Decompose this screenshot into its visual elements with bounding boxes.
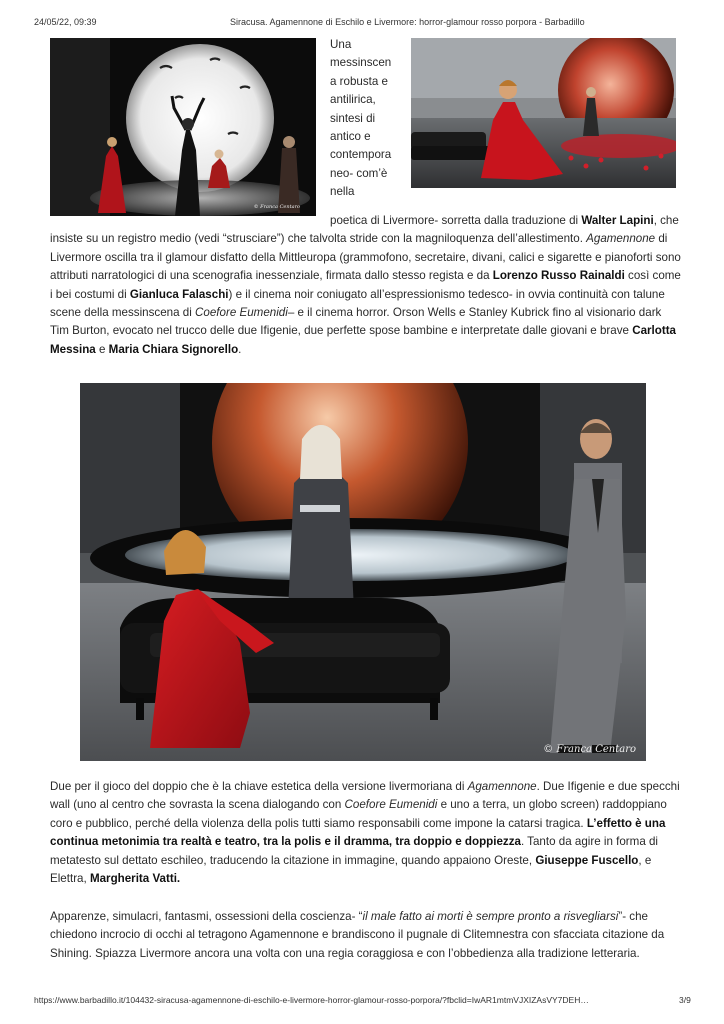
intro-line: a robusta e xyxy=(330,74,389,88)
p2-text: Due per il gioco del doppio che è la chiave estetica della versione livermoriana di xyxy=(50,780,468,793)
intro-line: contempora xyxy=(330,148,392,162)
intro-fragment xyxy=(330,36,396,202)
paragraph-1 xyxy=(50,212,682,359)
p2-name-fuscello: Giuseppe Fuscello xyxy=(535,853,639,867)
print-url: https://www.barbadillo.it/104432-siracusa-agamennone-di-eschilo-e-livermore-horror-glamour-rosso-porpora/?fbclid=IwAR1mtmVJXIZAsVY7DEH… xyxy=(34,995,589,1005)
p2-title-agamennone: Agamennone xyxy=(467,780,537,793)
p2-name-vatti: Margherita Vatti. xyxy=(89,872,181,886)
stage-photo-red-dress xyxy=(411,38,676,188)
p1-name-lapini: Walter Lapini xyxy=(581,214,654,227)
p2-text: . Due Ifigenie e due specchi wall (uno al centro che sovrasta la scena dialogando con xyxy=(50,780,680,812)
p3-text: ”- che chiedono incrocio di occhi al tetragono Agamennone e brandiscono il pugnale di Clitemnestra con sfacciata citazione da Shining. Spiazza Livermore ancora una volta con una regia coraggiosa e con l’obbedienza alla tradizione letteraria. xyxy=(50,910,665,960)
photo-credit: © Franca Centaro xyxy=(543,744,636,755)
intro-line: nella xyxy=(330,185,355,199)
p1-text: e xyxy=(95,342,109,356)
p1-text: , che insiste su un registro medio (vedi “strusciare”) che talvolta stride con la magniloquenza dell’allestimento. xyxy=(50,214,679,246)
p1-text: di Livermore oscilla tra il glamour disfatto della Mittleuropa (grammofono, secretaire, divani, calici e sigarette e pianoforti sono attributi narratologici di una scenografia inessenziale, firmata dallo stesso regista e da xyxy=(50,232,681,283)
intro-line: sintesi di xyxy=(330,111,376,125)
p1-name-rainaldi: Lorenzo Russo Rainaldi xyxy=(492,269,625,283)
intro-line: messinscen xyxy=(330,56,392,70)
intro-line: antico e xyxy=(330,130,371,144)
p2-text: . Tanto da agire in forma di metatesto sul dettato eschileo, traducendo la citazione in immagine, quando appaiono Oreste, xyxy=(50,835,659,867)
intro-line: Una xyxy=(330,38,352,51)
p2-title-coefore: Coefore Eumenidi xyxy=(344,798,438,812)
p1-text: così come i bei costumi di xyxy=(50,269,681,301)
intro-line: neo- com’è xyxy=(330,166,388,180)
p1-text: ) e il cinema noir coniugato all’espressionismo tedesco- in ovvia continuità con talune scene della messinscena di xyxy=(50,287,665,320)
paragraph-2 xyxy=(50,778,682,888)
p3-text: Apparenze, simulacri, fantasmi, ossessioni della coscienza- “ xyxy=(50,910,363,923)
paragraph-3 xyxy=(50,908,682,963)
p2-bold-statement: L’effetto è una continua metonimia tra realtà e teatro, tra la polis e il dramma, tra doppio e doppiezza xyxy=(50,816,666,849)
p1-text: – e il cinema horror. Orson Wells e Stanley Kubrick fino al visionario dark Tim Burton, evocato nel trucco delle due Ifigenie, due perfette spose bambine e interpretate dalle giovani e brave xyxy=(50,306,662,338)
print-page-title: Siracusa. Agamennone di Eschilo e Livermore: horror-glamour rosso porpora - Barbadillo xyxy=(230,17,585,27)
page-number: 3/9 xyxy=(679,995,691,1005)
stage-photo-moon xyxy=(50,38,316,216)
p3-quote: il male fatto ai morti è sempre pronto a risvegliarsi xyxy=(362,910,619,923)
p1-name-messina: Carlotta Messina xyxy=(50,324,677,356)
p1-title-agamennone: Agamennone xyxy=(586,232,656,246)
stage-photo-sofa xyxy=(80,383,646,761)
p1-text: poetica di Livermore- sorretta dalla traduzione di xyxy=(330,214,582,227)
p1-title-coefore: Coefore Eumenidi xyxy=(195,306,288,320)
print-date: 24/05/22, 09:39 xyxy=(34,17,97,27)
intro-line: antilirica, xyxy=(330,93,376,107)
p1-name-falaschi: Gianluca Falaschi xyxy=(129,287,229,301)
p2-text: e uno a terra, un globo screen) raddoppiano coro e pubblico, perché della violenza della polis tutti siamo responsabili come impone la catarsi tragica. xyxy=(50,798,667,830)
p1-name-signorello: Maria Chiara Signorello xyxy=(108,342,239,356)
photo-credit: © Franca Centaro xyxy=(253,204,300,210)
p2-text: , e Elettra, xyxy=(50,853,652,886)
p1-text: . xyxy=(238,342,242,356)
